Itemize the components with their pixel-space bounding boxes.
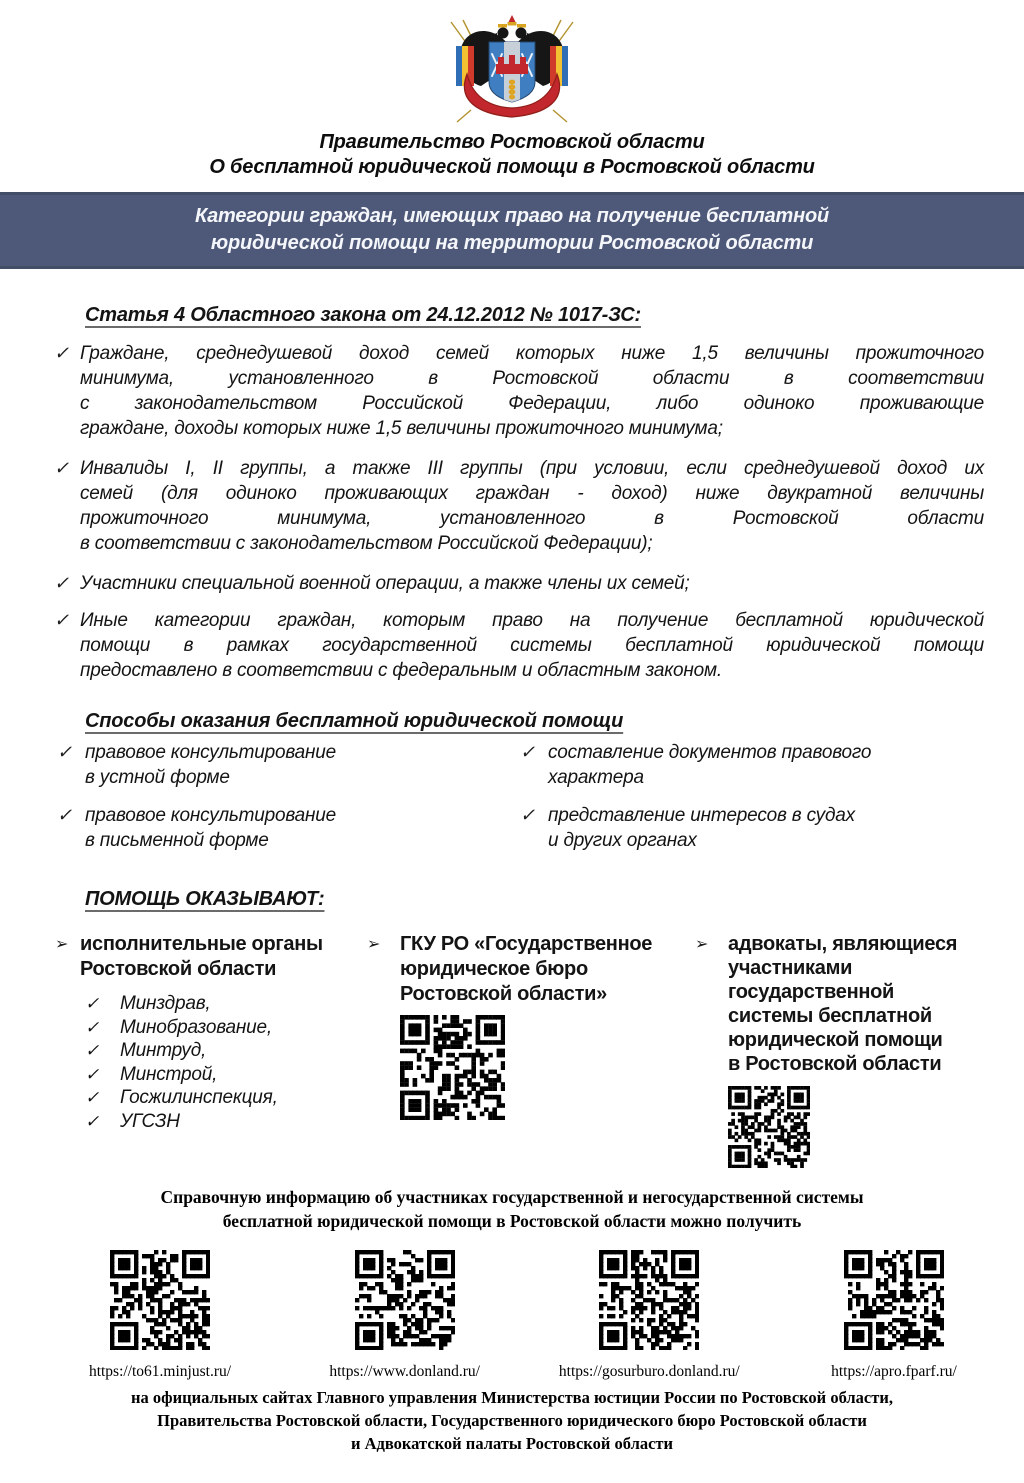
qr-link-url: https://to61.minjust.ru/ (88, 1363, 232, 1380)
eligibility-item (40, 456, 984, 556)
check-icon: ✓ (57, 805, 72, 825)
provider-column-advocates (695, 932, 984, 1168)
qr-link-url: https://www.donland.ru/ (329, 1363, 480, 1380)
method-item-text: правовое консультирование в письменной форме (85, 805, 337, 851)
ministry-item-text: Минтруд, (120, 1040, 207, 1061)
document-title-line2: О бесплатной юридической помощи в Ростовской области (209, 156, 815, 178)
arrow-bullet-icon: ➢ (55, 936, 69, 953)
check-icon: ✓ (54, 343, 69, 363)
provider-title: исполнительные органы Ростовской области (80, 933, 323, 980)
method-item (503, 740, 984, 790)
ministries-list (80, 992, 352, 1133)
qr-link-cell (799, 1250, 989, 1381)
arrow-bullet-icon: ➢ (695, 936, 709, 953)
main-content (0, 302, 1024, 1168)
ministry-item (80, 1039, 352, 1063)
qr-code-advocates (728, 1086, 810, 1168)
qr-code-minjust (110, 1250, 210, 1350)
eligibility-item-text: Инвалиды I, II группы, а также III группы (при условии, если среднедушевой доход их семей (для одиноко проживающих граждан - доход) ниже двукратной величины прожиточного минимума, установленного в Ростовской области в соответствии с законодательством Российской Федерации); (80, 458, 984, 554)
method-item-text: правовое консультирование в устной форме (85, 742, 337, 788)
ministry-item (80, 1063, 352, 1087)
provider-column-executive-bodies (55, 932, 352, 1168)
arrow-bullet-icon: ➢ (367, 936, 381, 953)
qr-code-state-legal-bureau (400, 1015, 505, 1120)
eligibility-item-text: Иные категории граждан, которым право на получение бесплатной юридической помощи в рамках государственной системы бесплатной юридической помощи предоставлено в соответствии с федеральным и областным законом. (80, 610, 984, 681)
eligibility-item-text: Участники специальной военной операции, а также члены их семей; (80, 573, 690, 594)
qr-links-row (0, 1250, 1024, 1381)
qr-link-url: https://apro.fparf.ru/ (831, 1363, 957, 1380)
check-icon: ✓ (85, 1111, 100, 1131)
check-icon: ✓ (54, 573, 69, 593)
providers-heading: ПОМОЩЬ ОКАЗЫВАЮТ: (85, 888, 325, 910)
methods-list (40, 740, 984, 853)
check-icon: ✓ (85, 1041, 100, 1060)
qr-code-fparf (844, 1250, 944, 1350)
check-icon: ✓ (54, 610, 69, 630)
qr-link-cell (554, 1250, 744, 1381)
check-icon: ✓ (85, 1088, 100, 1107)
providers-columns (40, 932, 984, 1168)
methods-right-column (503, 740, 984, 853)
check-icon: ✓ (520, 805, 535, 825)
check-icon: ✓ (57, 742, 72, 762)
method-item-text: представление интересов в судах и других органах (548, 805, 855, 851)
qr-code-donland (355, 1250, 455, 1350)
method-item-text: составление документов правового характера (548, 742, 872, 788)
check-icon: ✓ (85, 1017, 100, 1037)
eligibility-item (40, 608, 984, 683)
method-item (503, 803, 984, 853)
qr-link-cell (310, 1250, 500, 1381)
check-icon: ✓ (520, 742, 535, 762)
document-title-line1: Правительство Ростовской области (319, 131, 705, 153)
qr-link-url: https://gosurburo.donland.ru/ (558, 1363, 740, 1380)
reference-info-text: Справочную информацию об участниках государственной и негосударственной системы бесплатной юридической помощи в Ростовской области можно получить (160, 1187, 864, 1231)
check-icon: ✓ (54, 458, 69, 478)
ministry-item (80, 992, 352, 1016)
qr-link-cell (65, 1250, 255, 1381)
ministry-item-text: Минстрой, (120, 1063, 218, 1085)
provider-title: ГКУ РО «Государственное юридическое бюро Ростовской области» (400, 933, 653, 1005)
eligibility-item (40, 341, 984, 441)
ministry-item (80, 1110, 352, 1134)
rostov-oblast-coat-of-arms-icon (437, 14, 587, 126)
eligibility-list (40, 341, 984, 683)
ministry-item-text: Госжилинспекция, (120, 1087, 278, 1108)
methods-heading: Способы оказания бесплатной юридической помощи (85, 710, 624, 732)
check-icon: ✓ (85, 994, 100, 1013)
provider-column-state-legal-bureau (367, 932, 695, 1168)
method-item (40, 740, 503, 790)
article-heading: Статья 4 Областного закона от 24.12.2012 № 1017-ЗС: (85, 304, 641, 326)
document-title (0, 130, 1024, 180)
category-banner (0, 192, 1024, 269)
methods-left-column (40, 740, 503, 853)
eligibility-item (40, 571, 984, 596)
ministry-item-text: Минобразование, (120, 1016, 272, 1038)
ministry-item (80, 1016, 352, 1040)
category-banner-text: Категории граждан, имеющих право на получение бесплатной юридической помощи на территории Ростовской области (194, 205, 830, 254)
eligibility-item-text: Граждане, среднедушевой доход семей которых ниже 1,5 величины прожиточного минимума, установленного в Ростовской области в соответствии с законодательством Российской Федерации, либо одиноко проживающие граждане, доходы которых ниже 1,5 величины прожиточного минимума; (80, 343, 984, 439)
method-item (40, 803, 503, 853)
qr-code-gosurburo (599, 1250, 699, 1350)
provider-title: адвокаты, являющиеся участниками государственной системы бесплатной юридической помощи в Ростовской области (728, 933, 958, 1075)
ministry-item (80, 1086, 352, 1110)
ministry-item-text: УГСЗН (120, 1110, 180, 1132)
footer-sites-text: на официальных сайтах Главного управления Министерства юстиции России по Ростовской области, Правительства Ростовской области, Государственного юридического бюро Ростовской области и Адвокатской палаты Ростовской области (131, 1388, 893, 1453)
ministry-item-text: Минздрав, (120, 993, 211, 1014)
check-icon: ✓ (85, 1064, 100, 1084)
